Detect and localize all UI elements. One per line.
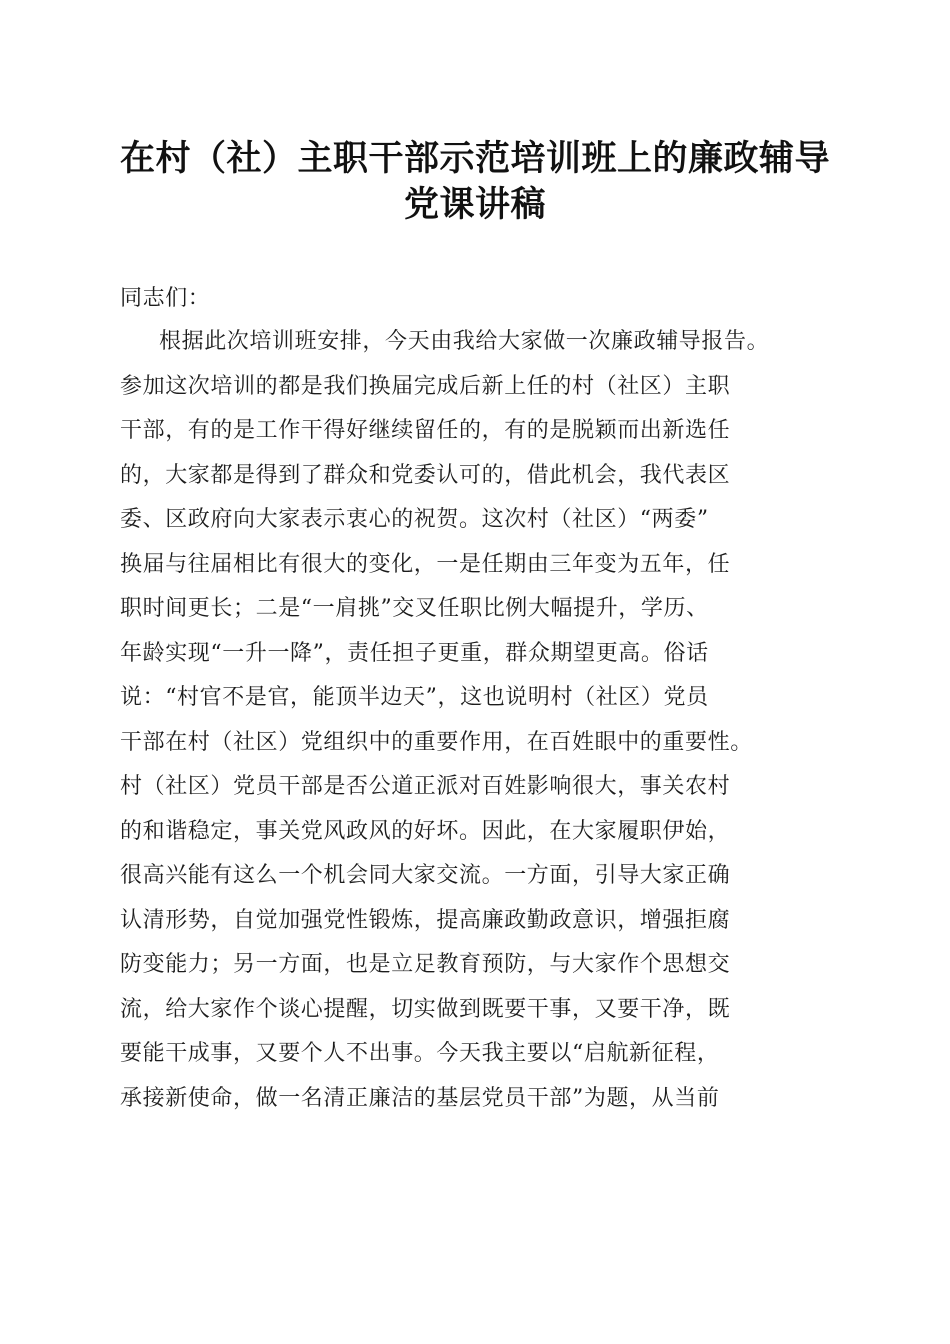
paragraph-line: 年龄实现“一升一降”，责任担子更重，群众期望更高。俗话 [120, 641, 709, 666]
paragraph-line: 干部在村（社区）党组织中的重要作用，在百姓眼中的重要性。 [120, 730, 753, 755]
paragraph-line: 很高兴能有这么一个机会同大家交流。一方面，引导大家正确 [120, 863, 731, 888]
paragraph-line: 承接新使命，做一名清正廉洁的基层党员干部”为题，从当前 [120, 1086, 720, 1111]
document-title-line-2: 党课讲稿 [403, 185, 546, 225]
paragraph-line: 的和谐稳定，事关党风政风的好坏。因此，在大家履职伊始， [120, 819, 731, 844]
paragraph-line: 委、区政府向大家表示衷心的祝贺。这次村（社区）“两委” [120, 507, 709, 532]
paragraph-line: 村（社区）党员干部是否公道正派对百姓影响很大，事关农村 [120, 774, 731, 799]
paragraph-line: 干部，有的是工作干得好继续留任的，有的是脱颖而出新选任 [120, 418, 731, 443]
paragraph-line: 认清形势，自觉加强党性锻炼，提高廉政勤政意识，增强拒腐 [120, 908, 731, 933]
paragraph-line: 流，给大家作个谈心提醒，切实做到既要干事，又要干净，既 [120, 997, 731, 1022]
document-title-line-1: 在村（社）主职干部示范培训班上的廉政辅导 [119, 139, 830, 179]
paragraph-line: 要能干成事，又要个人不出事。今天我主要以“启航新征程， [120, 1041, 720, 1066]
paragraph-line: 防变能力；另一方面，也是立足教育预防，与大家作个思想交 [120, 952, 731, 977]
salutation: 同志们： [120, 286, 211, 311]
paragraph-line: 说：“村官不是官，能顶半边天”，这也说明村（社区）党员 [120, 685, 709, 710]
paragraph-line: 参加这次培训的都是我们换届完成后新上任的村（社区）主职 [120, 374, 731, 399]
paragraph-line: 的，大家都是得到了群众和党委认可的，借此机会，我代表区 [120, 463, 731, 488]
paragraph-line: 换届与往届相比有很大的变化，一是任期由三年变为五年，任 [120, 552, 731, 577]
paragraph-line: 职时间更长；二是“一肩挑”交叉任职比例大幅提升，学历、 [120, 596, 709, 621]
paragraph-line: 根据此次培训班安排，今天由我给大家做一次廉政辅导报告。 [159, 329, 770, 354]
